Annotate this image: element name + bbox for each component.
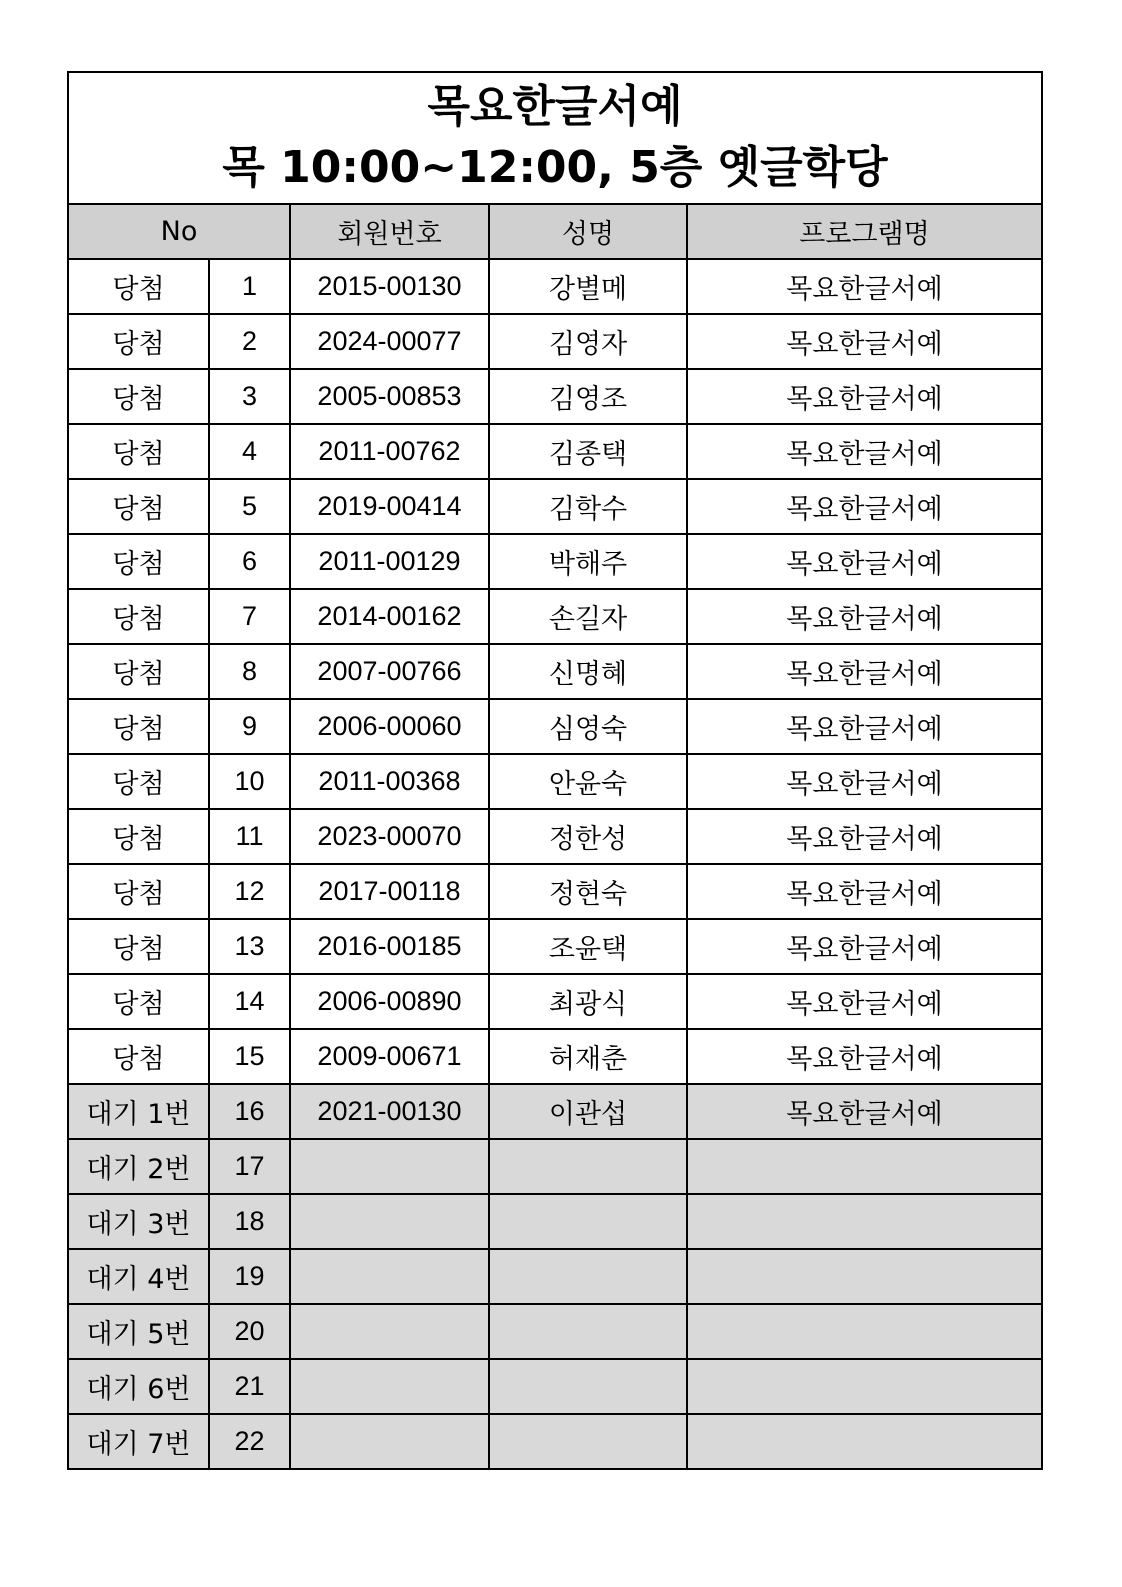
- program-cell: 목요한글서예: [687, 809, 1042, 864]
- status-cell: 당첨: [68, 864, 209, 919]
- table-row: [68, 1139, 1042, 1194]
- program-cell: 목요한글서예: [687, 864, 1042, 919]
- member-id-cell: [290, 1359, 489, 1414]
- table-row: [68, 534, 1042, 589]
- member-id-cell: 2011-00129: [290, 534, 489, 589]
- name-cell: 안윤숙: [489, 754, 687, 809]
- status-cell: 당첨: [68, 919, 209, 974]
- member-id-cell: 2005-00853: [290, 369, 489, 424]
- class-schedule: 목 10:00~12:00, 5층 옛글학당: [222, 142, 888, 193]
- name-cell: 정현숙: [489, 864, 687, 919]
- member-id-cell: [290, 1249, 489, 1304]
- row-number-cell: 6: [209, 534, 290, 589]
- name-cell: 이관섭: [489, 1084, 687, 1139]
- name-cell: 신명혜: [489, 644, 687, 699]
- row-number-cell: 3: [209, 369, 290, 424]
- table-row: [68, 699, 1042, 754]
- row-number-cell: 15: [209, 1029, 290, 1084]
- table-row: [68, 1249, 1042, 1304]
- member-id-cell: 2011-00368: [290, 754, 489, 809]
- status-cell: 대기 4번: [68, 1249, 209, 1304]
- header-program: 프로그램명: [687, 204, 1042, 259]
- name-cell: 김영자: [489, 314, 687, 369]
- status-cell: 당첨: [68, 699, 209, 754]
- program-cell: 목요한글서예: [687, 644, 1042, 699]
- row-number-cell: 10: [209, 754, 290, 809]
- row-number-cell: 20: [209, 1304, 290, 1359]
- row-number-cell: 7: [209, 589, 290, 644]
- program-cell: 목요한글서예: [687, 314, 1042, 369]
- class-title: 목요한글서예: [427, 81, 683, 132]
- member-id-cell: 2015-00130: [290, 259, 489, 314]
- row-number-cell: 5: [209, 479, 290, 534]
- table-row: [68, 1414, 1042, 1469]
- row-number-cell: 16: [209, 1084, 290, 1139]
- name-cell: 김영조: [489, 369, 687, 424]
- table-row: [68, 809, 1042, 864]
- name-cell: [489, 1304, 687, 1359]
- member-id-cell: 2007-00766: [290, 644, 489, 699]
- member-id-cell: 2006-00890: [290, 974, 489, 1029]
- name-cell: [489, 1139, 687, 1194]
- program-cell: 목요한글서예: [687, 699, 1042, 754]
- program-cell: 목요한글서예: [687, 589, 1042, 644]
- name-cell: 허재춘: [489, 1029, 687, 1084]
- program-cell: 목요한글서예: [687, 534, 1042, 589]
- row-number-cell: 4: [209, 424, 290, 479]
- status-cell: 당첨: [68, 809, 209, 864]
- table-row: [68, 369, 1042, 424]
- name-cell: 조윤택: [489, 919, 687, 974]
- program-cell: [687, 1359, 1042, 1414]
- table-row: [68, 1359, 1042, 1414]
- table-body: [68, 259, 1042, 1469]
- table-row: [68, 754, 1042, 809]
- header-name: 성명: [489, 204, 687, 259]
- name-cell: 손길자: [489, 589, 687, 644]
- member-id-cell: 2009-00671: [290, 1029, 489, 1084]
- status-cell: 당첨: [68, 1029, 209, 1084]
- program-cell: 목요한글서예: [687, 1084, 1042, 1139]
- status-cell: 당첨: [68, 534, 209, 589]
- row-number-cell: 13: [209, 919, 290, 974]
- status-cell: 당첨: [68, 589, 209, 644]
- status-cell: 대기 5번: [68, 1304, 209, 1359]
- status-cell: 당첨: [68, 424, 209, 479]
- name-cell: 김종택: [489, 424, 687, 479]
- title-cell: [68, 72, 1042, 204]
- program-cell: 목요한글서예: [687, 424, 1042, 479]
- status-cell: 대기 6번: [68, 1359, 209, 1414]
- row-number-cell: 14: [209, 974, 290, 1029]
- table-row: [68, 864, 1042, 919]
- member-id-cell: [290, 1194, 489, 1249]
- status-cell: 당첨: [68, 259, 209, 314]
- table-row: [68, 314, 1042, 369]
- member-id-cell: 2006-00060: [290, 699, 489, 754]
- name-cell: [489, 1249, 687, 1304]
- table-row: [68, 259, 1042, 314]
- name-cell: 정한성: [489, 809, 687, 864]
- status-cell: 당첨: [68, 974, 209, 1029]
- table-row: [68, 1084, 1042, 1139]
- status-cell: 대기 3번: [68, 1194, 209, 1249]
- program-cell: 목요한글서예: [687, 919, 1042, 974]
- member-id-cell: 2023-00070: [290, 809, 489, 864]
- program-cell: [687, 1249, 1042, 1304]
- table-row: [68, 1029, 1042, 1084]
- table-row: [68, 1304, 1042, 1359]
- row-number-cell: 17: [209, 1139, 290, 1194]
- program-cell: 목요한글서예: [687, 369, 1042, 424]
- row-number-cell: 9: [209, 699, 290, 754]
- status-cell: 당첨: [68, 314, 209, 369]
- name-cell: [489, 1414, 687, 1469]
- status-cell: 대기 1번: [68, 1084, 209, 1139]
- row-number-cell: 1: [209, 259, 290, 314]
- name-cell: 심영숙: [489, 699, 687, 754]
- row-number-cell: 12: [209, 864, 290, 919]
- table-row: [68, 1194, 1042, 1249]
- row-number-cell: 19: [209, 1249, 290, 1304]
- name-cell: 강별메: [489, 259, 687, 314]
- status-cell: 당첨: [68, 754, 209, 809]
- member-id-cell: 2021-00130: [290, 1084, 489, 1139]
- program-cell: [687, 1194, 1042, 1249]
- table-row: [68, 424, 1042, 479]
- program-cell: 목요한글서예: [687, 479, 1042, 534]
- member-id-cell: 2011-00762: [290, 424, 489, 479]
- member-id-cell: 2016-00185: [290, 919, 489, 974]
- member-id-cell: 2019-00414: [290, 479, 489, 534]
- member-id-cell: [290, 1139, 489, 1194]
- member-id-cell: [290, 1304, 489, 1359]
- program-cell: [687, 1304, 1042, 1359]
- program-cell: [687, 1414, 1042, 1469]
- program-cell: 목요한글서예: [687, 259, 1042, 314]
- name-cell: 김학수: [489, 479, 687, 534]
- header-member-id: 회원번호: [290, 204, 489, 259]
- program-cell: [687, 1139, 1042, 1194]
- table-row: [68, 644, 1042, 699]
- member-id-cell: 2017-00118: [290, 864, 489, 919]
- lottery-result-sheet: [67, 71, 1041, 1470]
- name-cell: 박해주: [489, 534, 687, 589]
- status-cell: 당첨: [68, 644, 209, 699]
- name-cell: [489, 1359, 687, 1414]
- member-id-cell: 2024-00077: [290, 314, 489, 369]
- status-cell: 당첨: [68, 369, 209, 424]
- header-row: [68, 204, 1042, 259]
- table-row: [68, 589, 1042, 644]
- table-row: [68, 479, 1042, 534]
- row-number-cell: 18: [209, 1194, 290, 1249]
- table-row: [68, 919, 1042, 974]
- row-number-cell: 11: [209, 809, 290, 864]
- row-number-cell: 8: [209, 644, 290, 699]
- name-cell: [489, 1194, 687, 1249]
- program-cell: 목요한글서예: [687, 974, 1042, 1029]
- status-cell: 대기 7번: [68, 1414, 209, 1469]
- row-number-cell: 2: [209, 314, 290, 369]
- result-table: [67, 71, 1043, 1470]
- name-cell: 최광식: [489, 974, 687, 1029]
- program-cell: 목요한글서예: [687, 1029, 1042, 1084]
- table-row: [68, 974, 1042, 1029]
- row-number-cell: 22: [209, 1414, 290, 1469]
- member-id-cell: 2014-00162: [290, 589, 489, 644]
- status-cell: 대기 2번: [68, 1139, 209, 1194]
- member-id-cell: [290, 1414, 489, 1469]
- header-no: No: [68, 204, 290, 259]
- status-cell: 당첨: [68, 479, 209, 534]
- row-number-cell: 21: [209, 1359, 290, 1414]
- program-cell: 목요한글서예: [687, 754, 1042, 809]
